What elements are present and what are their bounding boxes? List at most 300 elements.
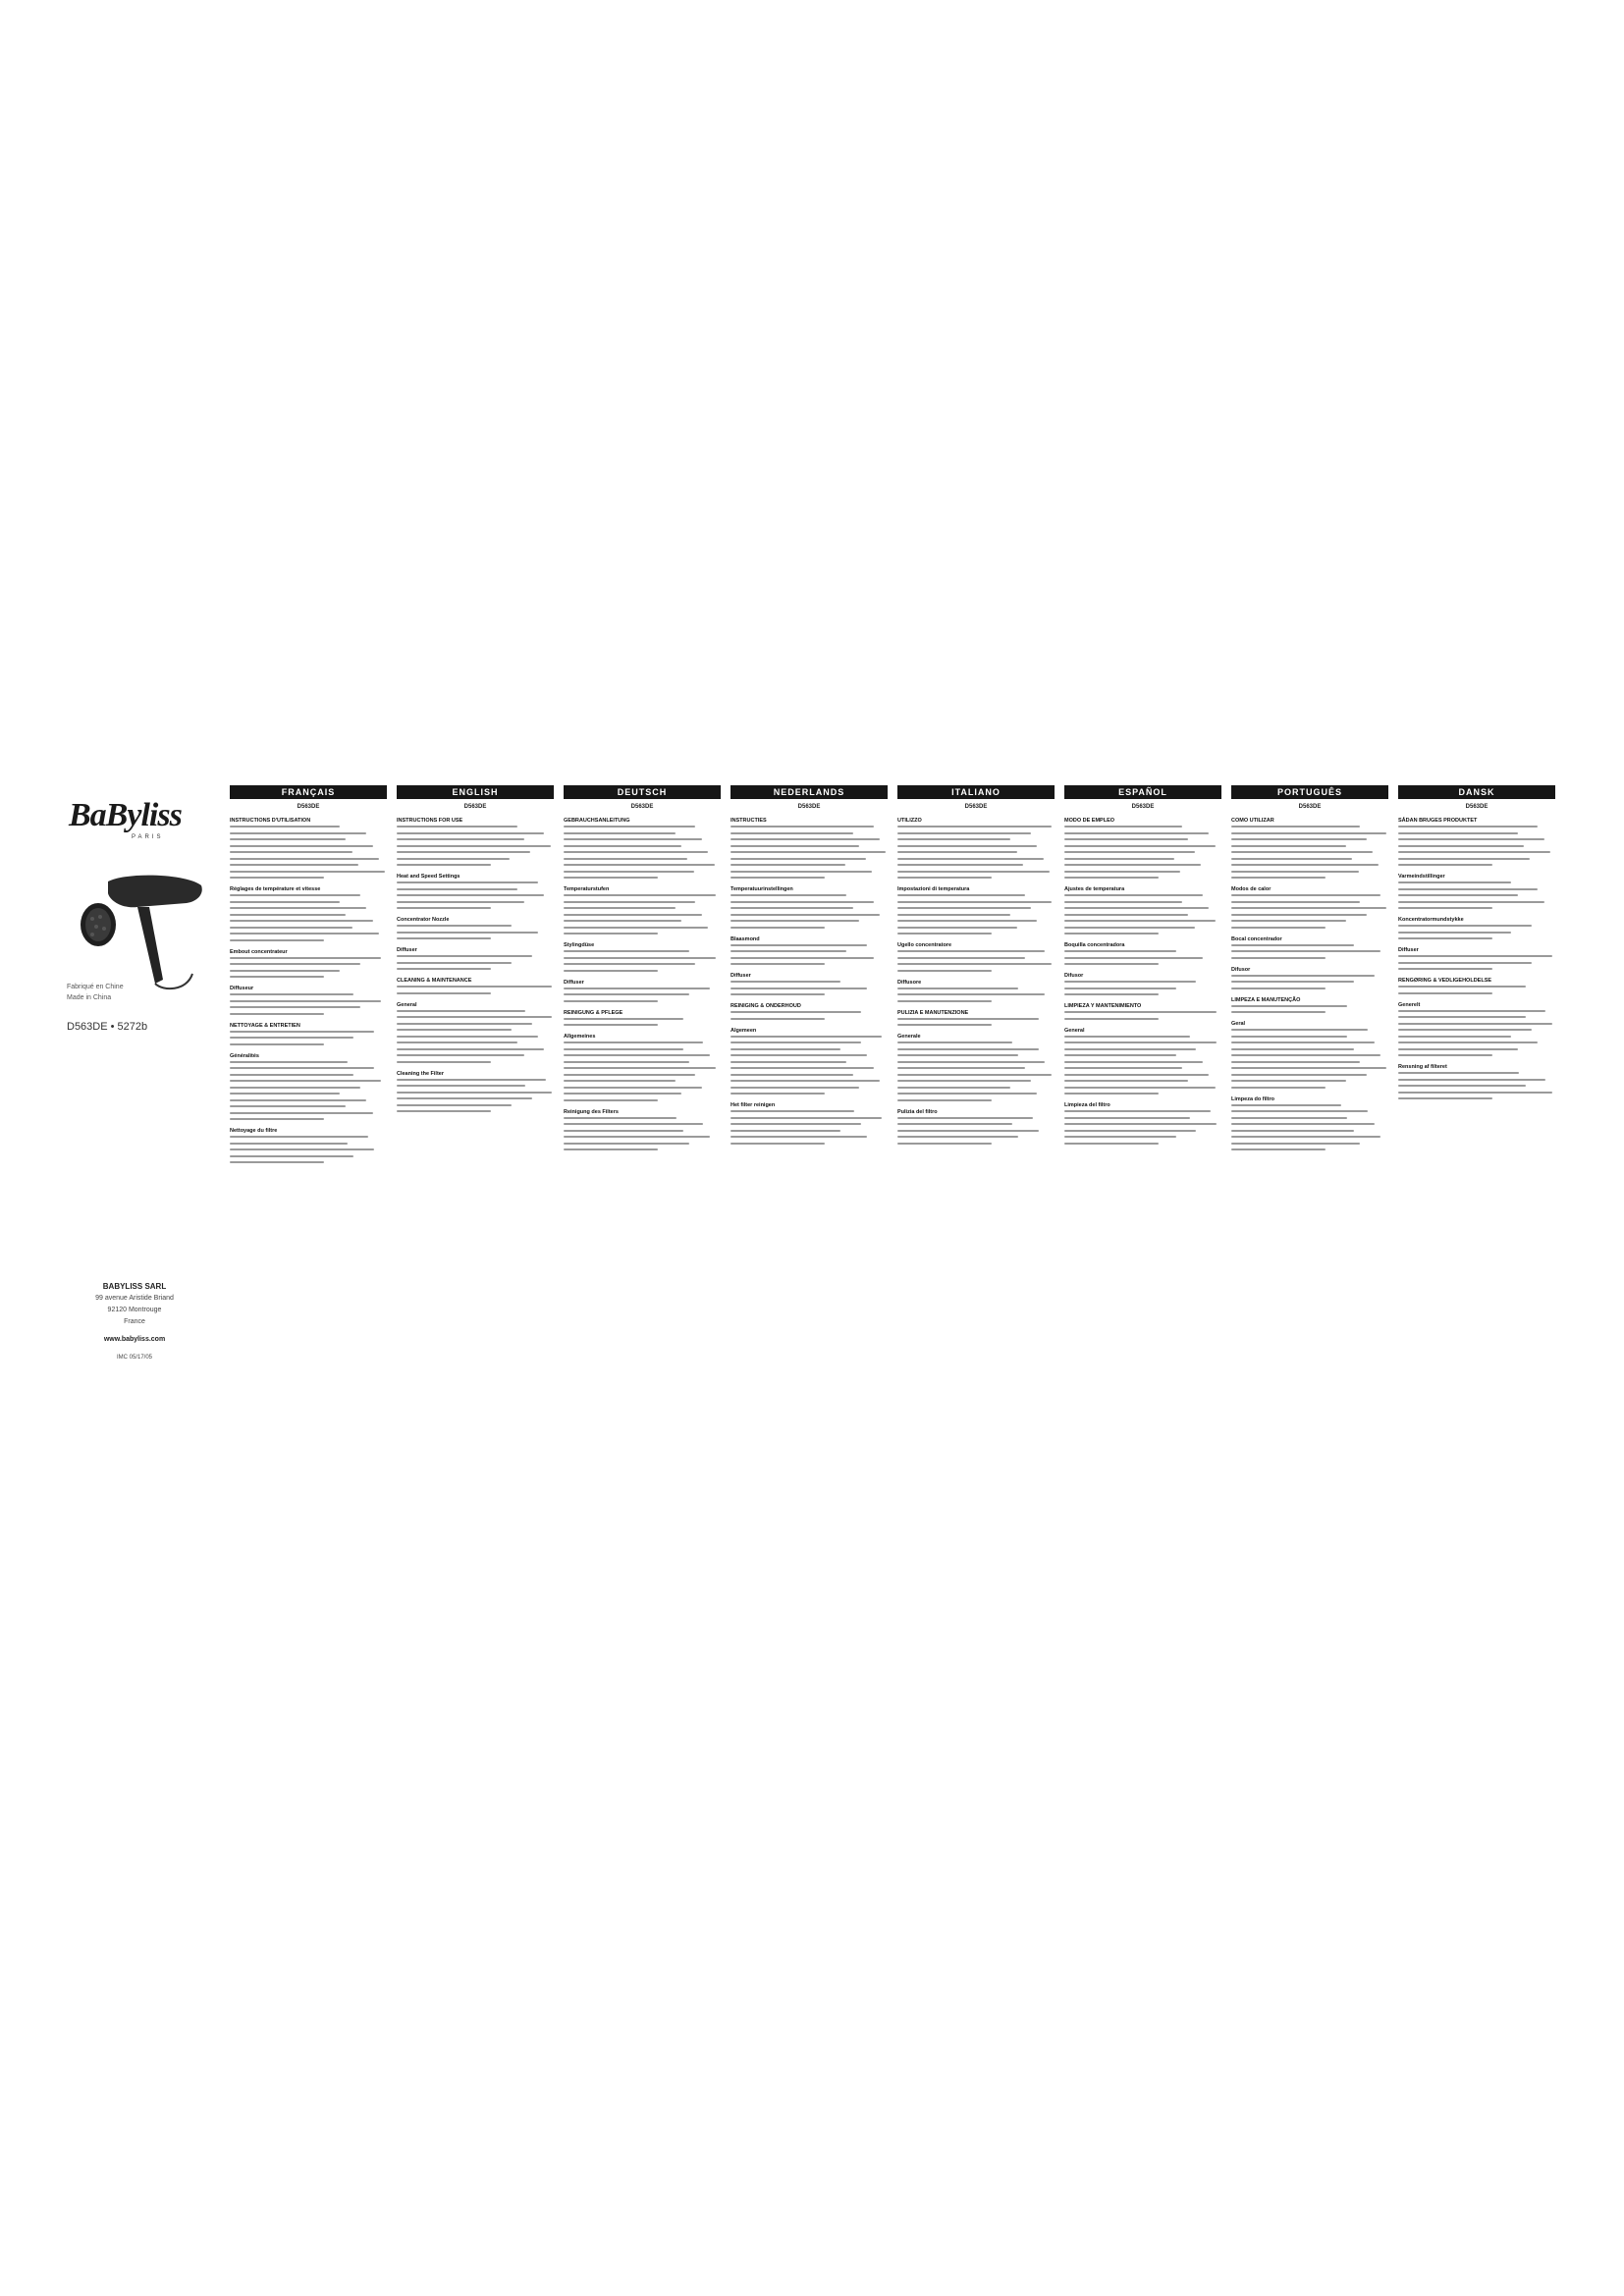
text-line — [1398, 932, 1511, 934]
text-line — [230, 976, 324, 978]
manual-sheet — [61, 785, 1563, 1463]
text-line — [1398, 881, 1511, 883]
column-model-code: D563DE — [797, 804, 821, 810]
section-title: NETTOYAGE & ENTRETIEN — [230, 1022, 300, 1029]
section-title: Stylingdüse — [564, 942, 595, 948]
text-line — [731, 894, 846, 896]
section-body-text — [1231, 1029, 1388, 1089]
text-line — [1064, 1074, 1209, 1076]
text-line — [897, 963, 1052, 965]
manual-section — [1398, 1064, 1555, 1099]
text-line — [897, 993, 1045, 995]
text-line — [230, 927, 352, 929]
text-line — [397, 1016, 552, 1018]
text-line — [230, 1067, 374, 1069]
text-line — [397, 1061, 491, 1063]
text-line — [564, 838, 702, 840]
section-body-text — [1064, 826, 1221, 879]
text-line — [1064, 1061, 1203, 1063]
text-line — [230, 826, 340, 828]
text-line — [1064, 1048, 1196, 1050]
section-body-text — [731, 981, 888, 995]
text-line — [564, 1148, 658, 1150]
text-line — [731, 993, 825, 995]
section-body-text — [564, 988, 721, 1002]
text-line — [897, 950, 1045, 952]
text-line — [397, 1010, 525, 1012]
section-title: Algemeen — [731, 1027, 757, 1034]
text-line — [1064, 901, 1182, 903]
text-line — [1231, 914, 1367, 916]
text-line — [1064, 993, 1159, 995]
text-line — [397, 1041, 517, 1043]
section-body-text — [397, 925, 554, 939]
text-line — [564, 832, 676, 834]
manual-section — [897, 1010, 1055, 1027]
text-line — [1398, 937, 1492, 939]
text-line — [1398, 1036, 1511, 1038]
text-line — [1231, 981, 1354, 983]
text-line — [230, 871, 385, 873]
section-title: UTILIZZO — [897, 818, 922, 824]
text-line — [564, 988, 710, 989]
text-line — [564, 851, 708, 853]
section-title: GEBRAUCHSANLEITUNG — [564, 818, 630, 824]
section-title: Diffuser — [564, 979, 584, 986]
text-line — [564, 1080, 676, 1082]
text-line — [564, 927, 708, 929]
manual-section — [1398, 978, 1555, 994]
text-line — [897, 851, 1017, 853]
text-line — [897, 1067, 1025, 1069]
text-line — [564, 845, 681, 847]
section-body-text — [1398, 1072, 1555, 1099]
text-line — [564, 1143, 689, 1145]
text-line — [564, 1130, 683, 1132]
text-line — [397, 986, 552, 988]
text-line — [230, 838, 346, 840]
language-header: NEDERLANDS — [731, 785, 888, 799]
text-line — [897, 877, 992, 879]
text-line — [1231, 927, 1326, 929]
section-body-text — [397, 1079, 554, 1113]
text-line — [1398, 864, 1492, 866]
section-title: General — [1064, 1027, 1085, 1034]
text-line — [397, 838, 524, 840]
section-body-text — [1398, 826, 1555, 866]
text-line — [397, 1085, 525, 1087]
column-model-code: D563DE — [1465, 804, 1489, 810]
text-line — [897, 1093, 1037, 1095]
section-title: COMO UTILIZAR — [1231, 818, 1274, 824]
text-line — [897, 907, 1031, 909]
text-line — [564, 1061, 689, 1063]
text-line — [397, 932, 538, 934]
manual-section — [397, 947, 554, 970]
text-line — [564, 901, 695, 903]
company-address-2: 92120 Montrouge — [107, 1307, 162, 1313]
text-line — [397, 851, 530, 853]
language-column — [1398, 785, 1555, 1463]
text-line — [397, 1023, 532, 1025]
text-line — [1064, 858, 1174, 860]
text-line — [1231, 1110, 1368, 1112]
section-title: Embout concentrateur — [230, 948, 288, 955]
text-line — [1398, 1016, 1526, 1018]
section-title: RENGØRING & VEDLIGEHOLDELSE — [1398, 978, 1492, 984]
language-column — [230, 785, 387, 1463]
text-line — [1064, 981, 1196, 983]
text-line — [897, 901, 1052, 903]
text-line — [397, 894, 544, 896]
text-line — [564, 920, 681, 922]
text-line — [230, 1043, 324, 1045]
text-line — [731, 988, 867, 989]
text-line — [230, 1031, 374, 1033]
text-line — [1064, 1110, 1211, 1112]
text-line — [897, 858, 1044, 860]
section-title: Nettoyage du filtre — [230, 1128, 278, 1134]
text-line — [397, 845, 551, 847]
text-line — [230, 1000, 381, 1002]
text-line — [564, 914, 702, 916]
text-line — [731, 832, 853, 834]
manual-section — [1398, 917, 1555, 939]
text-line — [1064, 1054, 1176, 1056]
company-name: BABYLISS SARL — [102, 1282, 167, 1291]
section-body-text — [564, 1117, 721, 1151]
text-line — [897, 1080, 1031, 1082]
section-body-text — [1064, 894, 1221, 934]
section-body-text — [1398, 925, 1555, 939]
text-line — [1231, 864, 1379, 866]
section-body-text — [897, 988, 1055, 1002]
text-line — [397, 925, 512, 927]
text-line — [897, 1074, 1052, 1076]
text-line — [897, 1018, 1039, 1020]
text-line — [397, 881, 538, 883]
section-title: SÅDAN BRUGES PRODUKTET — [1398, 818, 1478, 824]
text-line — [1064, 871, 1180, 873]
text-line — [1398, 1072, 1519, 1074]
text-line — [1064, 950, 1176, 952]
text-line — [230, 894, 360, 896]
language-header: FRANÇAIS — [230, 785, 387, 799]
text-line — [230, 1061, 348, 1063]
text-line — [230, 858, 379, 860]
document-reference: IMC 05/17/05 — [116, 1355, 153, 1361]
language-column — [1231, 785, 1388, 1463]
text-line — [1064, 864, 1201, 866]
section-body-text — [230, 894, 387, 941]
text-line — [397, 1079, 546, 1081]
text-line — [731, 957, 874, 959]
section-body-text — [564, 1041, 721, 1101]
section-title: Blaasmond — [731, 935, 760, 942]
text-line — [230, 957, 381, 959]
text-line — [230, 1105, 346, 1107]
section-title: Temperatuurinstellingen — [731, 886, 793, 892]
text-line — [564, 993, 689, 995]
text-line — [230, 939, 324, 941]
section-title: Cleaning the Filter — [397, 1070, 444, 1077]
text-line — [230, 1099, 366, 1101]
section-body-text — [731, 826, 888, 879]
text-line — [897, 1143, 992, 1145]
manual-section — [1231, 997, 1388, 1014]
column-model-code: D563DE — [1131, 804, 1155, 810]
text-line — [1398, 1085, 1526, 1087]
column-model-code: D563DE — [1298, 804, 1322, 810]
text-line — [731, 1110, 854, 1112]
section-body-text — [1231, 826, 1388, 879]
text-line — [397, 907, 491, 909]
text-line — [1231, 1029, 1368, 1031]
language-column — [897, 785, 1055, 1463]
section-body-text — [897, 1041, 1055, 1101]
section-body-text — [731, 1011, 888, 1020]
text-line — [230, 1006, 360, 1008]
text-line — [1064, 826, 1182, 828]
text-line — [230, 970, 340, 972]
text-line — [1398, 1029, 1532, 1031]
manual-section — [731, 818, 888, 879]
text-line — [1231, 975, 1375, 977]
language-column — [397, 785, 554, 1463]
text-line — [397, 1097, 532, 1099]
text-line — [1398, 832, 1518, 834]
text-line — [1398, 955, 1552, 957]
section-title: Het filter reinigen — [731, 1102, 776, 1108]
text-line — [897, 864, 1023, 866]
text-line — [564, 933, 658, 934]
manual-section — [897, 1034, 1055, 1101]
text-line — [564, 907, 676, 909]
text-line — [1398, 838, 1544, 840]
section-body-text — [564, 894, 721, 934]
text-line — [397, 1036, 538, 1038]
text-line — [731, 981, 840, 983]
text-line — [1064, 927, 1195, 929]
section-title: Varmeindstillinger — [1398, 874, 1445, 880]
text-line — [1064, 1067, 1182, 1069]
manual-section — [1064, 1102, 1221, 1145]
text-line — [731, 826, 874, 828]
section-body-text — [1398, 881, 1555, 909]
text-line — [564, 963, 695, 965]
section-body-text — [1231, 944, 1388, 959]
text-line — [230, 933, 379, 934]
manual-section — [230, 1023, 387, 1045]
text-line — [731, 877, 825, 879]
text-line — [230, 1118, 324, 1120]
text-line — [897, 927, 1017, 929]
text-line — [564, 1024, 658, 1026]
manual-section — [1064, 942, 1221, 965]
text-line — [1231, 1061, 1360, 1063]
language-header: ESPAÑOL — [1064, 785, 1221, 799]
text-line — [1231, 957, 1326, 959]
text-line — [897, 826, 1052, 828]
text-line — [1398, 1010, 1545, 1012]
text-line — [230, 914, 346, 916]
text-line — [397, 1054, 524, 1056]
section-body-text — [397, 955, 554, 970]
text-line — [564, 1041, 703, 1043]
text-line — [897, 1099, 992, 1101]
text-line — [397, 1048, 544, 1050]
text-line — [731, 914, 880, 916]
text-line — [564, 1048, 683, 1050]
section-title: Heat and Speed Settings — [397, 874, 460, 880]
text-line — [1231, 851, 1373, 853]
text-line — [1064, 920, 1216, 922]
text-line — [897, 988, 1018, 989]
manual-section — [230, 886, 387, 941]
text-line — [397, 955, 532, 957]
text-line — [564, 1074, 695, 1076]
manual-section — [731, 936, 888, 966]
text-line — [397, 1029, 512, 1031]
text-line — [1231, 1123, 1375, 1125]
text-line — [1064, 914, 1188, 916]
manual-section — [564, 980, 721, 1002]
text-line — [1398, 826, 1538, 828]
text-line — [731, 907, 853, 909]
manual-section — [230, 818, 387, 879]
language-header: DEUTSCH — [564, 785, 721, 799]
text-line — [897, 1041, 1012, 1043]
text-line — [1231, 1087, 1326, 1089]
text-line — [1231, 988, 1326, 989]
text-line — [731, 1011, 861, 1013]
section-body-text — [731, 1036, 888, 1095]
section-title: REINIGUNG & PFLEGE — [564, 1009, 623, 1016]
text-line — [1398, 925, 1532, 927]
text-line — [1064, 1093, 1159, 1095]
section-body-text — [897, 1018, 1055, 1027]
text-line — [731, 1136, 867, 1138]
section-body-text — [397, 826, 554, 866]
section-title: Allgemeines — [564, 1034, 596, 1040]
manual-section — [1231, 1096, 1388, 1151]
text-line — [230, 907, 366, 909]
section-title: INSTRUCTIES — [731, 818, 767, 824]
brand-panel — [61, 785, 208, 1463]
text-line — [1231, 1067, 1386, 1069]
manual-section — [564, 886, 721, 934]
section-body-text — [564, 826, 721, 879]
text-line — [1064, 1041, 1217, 1043]
section-title: Generale — [897, 1034, 921, 1040]
company-website[interactable]: www.babyliss.com — [103, 1336, 166, 1343]
text-line — [1398, 1097, 1492, 1099]
section-body-text — [897, 1117, 1055, 1145]
manual-section — [1231, 818, 1388, 879]
manual-section — [1064, 1028, 1221, 1095]
text-line — [897, 920, 1037, 922]
text-line — [897, 894, 1025, 896]
section-title: REINIGING & ONDERHOUD — [731, 1003, 801, 1009]
column-model-code: D563DE — [630, 804, 654, 810]
manual-section — [897, 942, 1055, 972]
text-line — [1398, 1092, 1552, 1094]
text-line — [1231, 1104, 1341, 1106]
text-line — [1231, 1005, 1347, 1007]
manual-section — [897, 818, 1055, 879]
section-title: Diffuser — [731, 973, 751, 979]
section-title: Koncentratormundstykke — [1398, 917, 1464, 923]
brand-logo: BaByliss — [69, 797, 182, 833]
text-line — [1064, 894, 1203, 896]
text-line — [564, 1054, 710, 1056]
text-line — [1231, 901, 1360, 903]
text-line — [564, 1087, 702, 1089]
text-line — [897, 1130, 1039, 1132]
manual-section — [1231, 936, 1388, 959]
text-line — [230, 993, 353, 995]
manual-section — [731, 1102, 888, 1145]
text-line — [1231, 845, 1346, 847]
section-body-text — [1231, 1104, 1388, 1151]
text-line — [1064, 1018, 1159, 1020]
text-line — [1398, 858, 1530, 860]
text-line — [564, 1067, 716, 1069]
text-line — [230, 901, 340, 903]
section-body-text — [230, 1061, 387, 1121]
column-model-code: D563DE — [964, 804, 988, 810]
text-line — [1231, 1143, 1360, 1145]
text-line — [1231, 1041, 1375, 1043]
text-line — [1064, 963, 1159, 965]
section-title: Temperaturstufen — [564, 886, 610, 892]
text-line — [564, 957, 716, 959]
text-line — [1398, 968, 1492, 970]
text-line — [230, 1093, 340, 1095]
text-line — [1231, 1080, 1346, 1082]
manual-section — [564, 1034, 721, 1101]
text-line — [1231, 907, 1386, 909]
manual-section — [230, 1128, 387, 1163]
text-line — [897, 1117, 1033, 1119]
text-line — [897, 845, 1037, 847]
text-line — [1231, 1130, 1354, 1132]
manual-section — [1398, 874, 1555, 909]
text-line — [397, 937, 491, 939]
section-title: Ugello concentratore — [897, 942, 952, 948]
manual-section — [1398, 1002, 1555, 1057]
section-body-text — [731, 894, 888, 929]
section-title: Bocal concentrador — [1231, 935, 1282, 942]
text-line — [1231, 944, 1354, 946]
language-column — [1064, 785, 1221, 1463]
section-title: Modos de calor — [1231, 886, 1272, 892]
text-line — [897, 1048, 1039, 1050]
text-line — [731, 1048, 840, 1050]
text-line — [731, 1130, 840, 1132]
text-line — [897, 957, 1025, 959]
text-line — [230, 851, 352, 853]
text-line — [731, 901, 874, 903]
section-title: LIMPEZA E MANUTENÇÃO — [1231, 996, 1301, 1003]
section-body-text — [230, 1136, 387, 1163]
section-title: LIMPIEZA Y MANTENIMIENTO — [1064, 1003, 1142, 1009]
text-line — [1231, 1074, 1367, 1076]
text-line — [897, 838, 1010, 840]
text-line — [564, 1000, 658, 1002]
manual-section — [564, 1109, 721, 1151]
text-line — [230, 1080, 381, 1082]
